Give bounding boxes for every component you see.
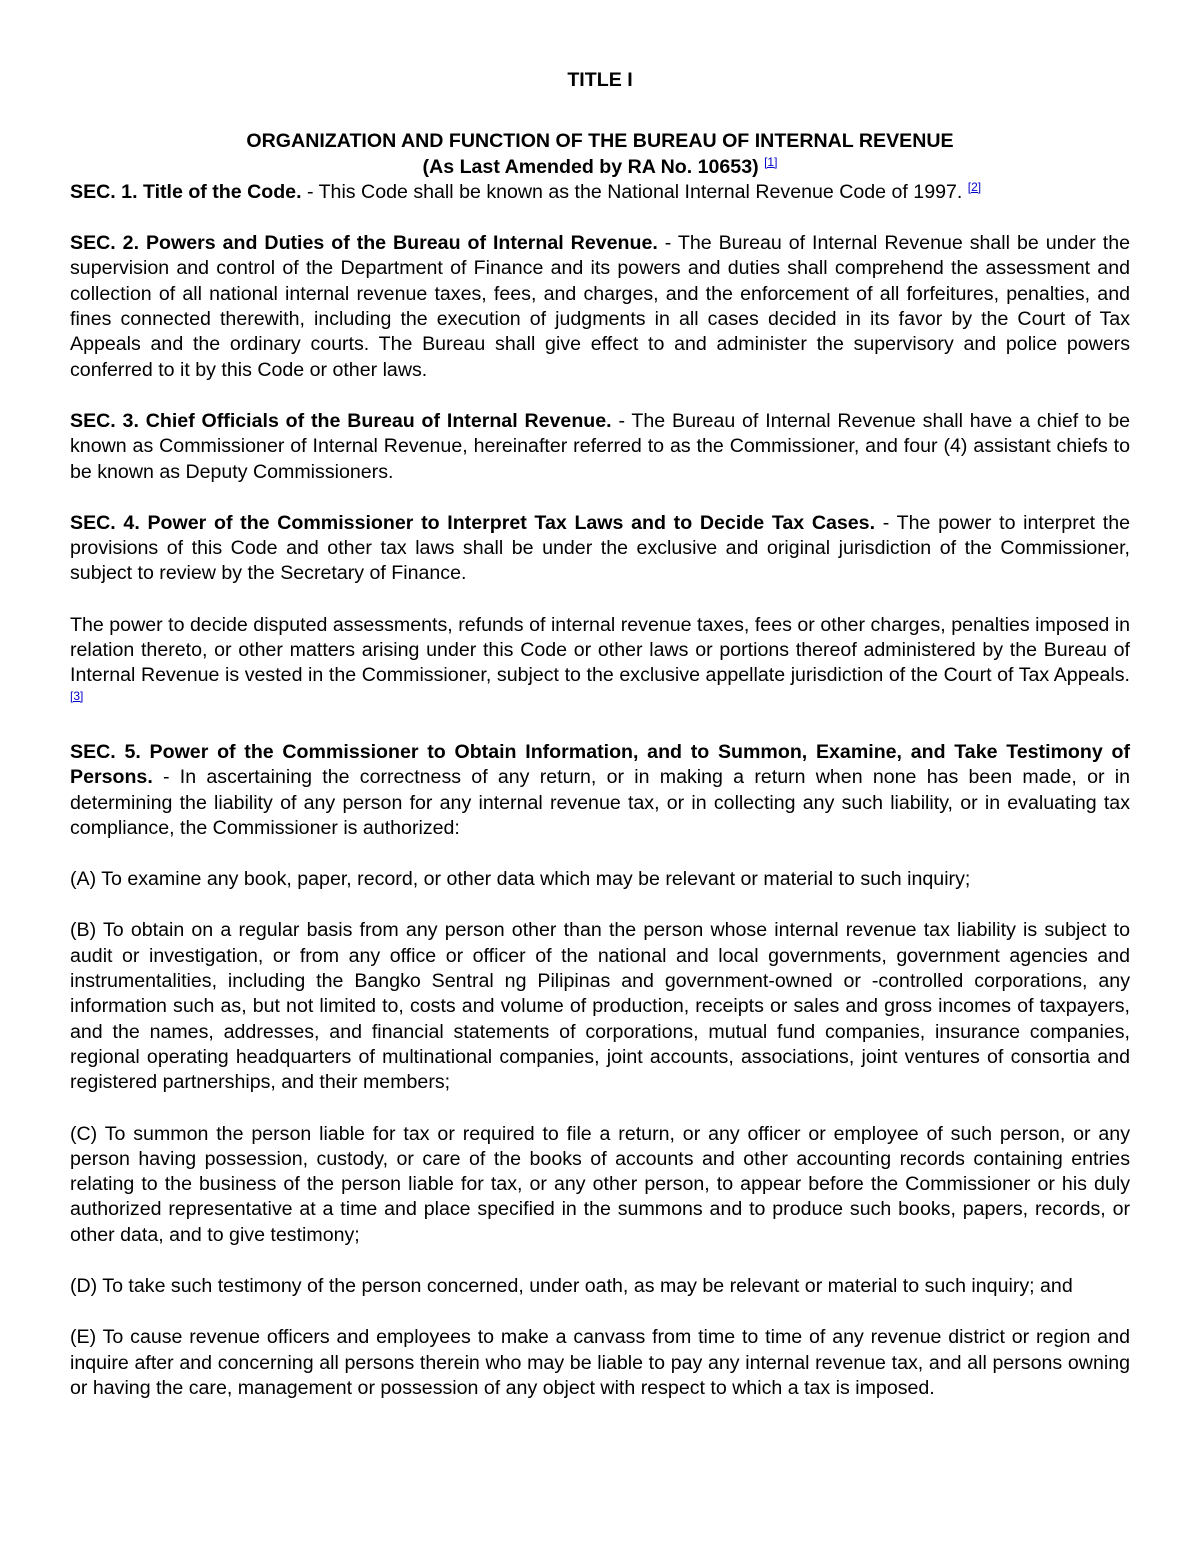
section-5 — [70, 740, 1130, 841]
section-1-text: - This Code shall be known as the National Internal Revenue Code of 1997. — [301, 180, 963, 203]
section-2-heading: SEC. 2. Powers and Duties of the Bureau of Internal Revenue. — [70, 232, 658, 255]
chapter-heading — [70, 129, 1130, 180]
section-3-text: - The Bureau of Internal Revenue shall have a chief to be known as Commissioner of Internal Revenue, hereinafter referred to as the Commissioner, and four (4) assistant chiefs to be known as Deputy Commissioners. — [70, 409, 1130, 483]
section-5-item-e: (E) To cause revenue officers and employees to make a canvass from time to time of any revenue district or region and inquire after and concerning all persons therein who may be liable to pay any internal revenue tax, and all persons owning or having the care, management or possession of any object with respect to which a tax is imposed. — [70, 1326, 1130, 1399]
section-1 — [70, 180, 1130, 205]
footnote-link-1[interactable]: [1] — [764, 154, 778, 169]
section-5-item-d: (D) To take such testimony of the person concerned, under oath, as may be relevant or material to such inquiry; and — [70, 1274, 1073, 1297]
title-heading: TITLE I — [567, 69, 633, 91]
amendment-text: (As Last Amended by RA No. 10653) — [422, 155, 759, 178]
footnote-link-2[interactable]: [2] — [967, 179, 982, 194]
section-4-text: - The power to interpret the provisions of this Code and other tax laws shall be under the exclusive and original jurisdiction of the Commissioner, subject to review by the Secretary of Finance. — [70, 511, 1130, 585]
section-5-text: - In ascertaining the correctness of any return, or in making a return when none has been made, or in determining the liability of any person for any internal revenue tax, or in collecting any such liability, or in evaluating tax compliance, the Commissioner is authorized: — [70, 766, 1130, 839]
section-1-heading: SEC. 1. Title of the Code. — [70, 180, 302, 203]
section-5-item-b: (B) To obtain on a regular basis from any person other than the person whose internal revenue tax liability is subject to audit or investigation, or from any office or officer of the national and local governments, government agencies and instrumentalities, including the Bangko Sentral ng Pilipinas and government-owned or -controlled corporations, any information such as, but not limited to, costs and volume of production, receipts or sales and gross incomes of taxpayers, and the names, addresses, and financial statements of corporations, mutual fund companies, insurance companies, regional operating headquarters of multinational companies, joint accounts, associations, joint ventures of consortia and registered partnerships, and their members; — [70, 919, 1130, 1094]
section-5-item-a: (A) To examine any book, paper, record, or other data which may be relevant or material to such inquiry; — [70, 868, 971, 891]
section-4-paragraph-2 — [70, 613, 1130, 714]
section-2 — [70, 231, 1130, 383]
footnote-link-3[interactable]: [3] — [70, 688, 84, 703]
section-3-heading: SEC. 3. Chief Officials of the Bureau of Internal Revenue. — [70, 409, 612, 432]
section-5-item-c: (C) To summon the person liable for tax or required to file a return, or any officer or employee of such person, or any person having possession, custody, or care of the books of accounts and other accounting records containing entries relating to the business of the person liable for tax, or any other person, to appear before the Commissioner or his duly authorized representative at a time and place specified in the summons and to produce such books, papers, records, or other data, and to give testimony; — [70, 1122, 1130, 1246]
section-4-para2-text: The power to decide disputed assessments, refunds of internal revenue taxes, fees or other charges, penalties imposed in relation thereto, or other matters arising under this Code or other laws or portions thereof administered by the Bureau of Internal Revenue is vested in the Commissioner, subject to the exclusive appellate jurisdiction of the Court of Tax Appeals. — [70, 613, 1130, 687]
chapter-title: ORGANIZATION AND FUNCTION OF THE BUREAU OF INTERNAL REVENUE — [246, 130, 954, 153]
section-4 — [70, 511, 1130, 587]
section-4-heading: SEC. 4. Power of the Commissioner to Interpret Tax Laws and to Decide Tax Cases. — [70, 511, 876, 534]
section-2-text: - The Bureau of Internal Revenue shall be under the supervision and control of the Department of Finance and its powers and duties shall comprehend the assessment and collection of all national internal revenue taxes, fees, and charges, and the enforcement of all forfeitures, penalties, and fines connected therewith, including the execution of judgments in all cases decided in its favor by the Court of Tax Appeals and the ordinary courts. The Bureau shall give effect to and administer the supervisory and police powers conferred to it by this Code or other laws. — [70, 232, 1131, 381]
section-3 — [70, 409, 1130, 485]
section-5-heading: SEC. 5. Power of the Commissioner to Obtain Information, and to Summon, Examine, and Take Testimony of Persons. — [70, 740, 1130, 789]
